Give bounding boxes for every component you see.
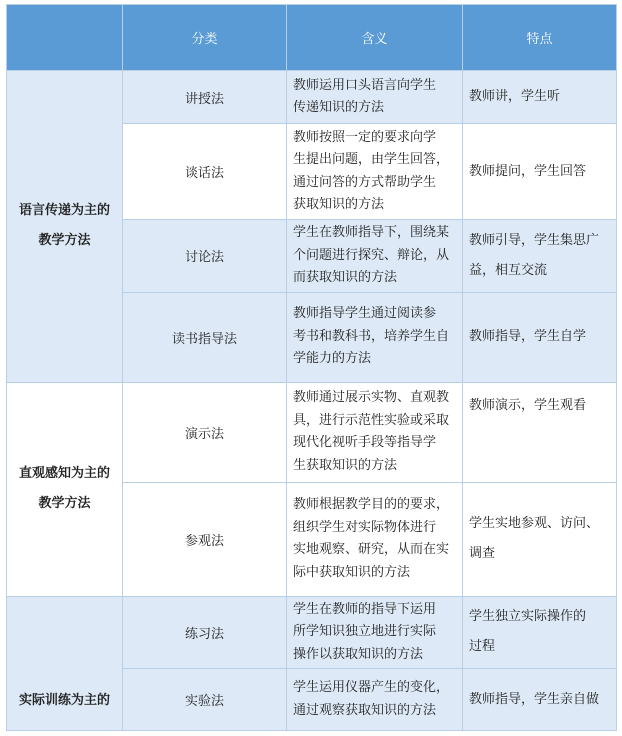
method-meaning	[287, 382, 463, 482]
meaning-line: 教师通过展示实物、直观教	[293, 390, 450, 405]
meaning-line: 通过观察获取知识的方法	[293, 702, 437, 718]
method-meaning	[287, 596, 463, 669]
meaning-line: 教师指导学生通过阅读参	[293, 306, 437, 322]
meaning-line: 学生在教师的指导下运用	[293, 601, 437, 617]
method-meaning	[287, 124, 463, 220]
feature-line: 过程	[469, 639, 496, 655]
meaning-line: 学生在教师指导下，围绕某	[293, 225, 450, 240]
meaning-line: 传递知识的方法	[293, 100, 385, 115]
meaning-line: 教师按照一定的要求向学	[293, 129, 437, 145]
meaning-line: 学能力的方法	[293, 351, 372, 367]
meaning-line: 通过问答的方式帮助学生	[293, 174, 437, 190]
method-name: 演示法	[123, 382, 287, 482]
feature-line: 教师演示，学生观看	[469, 397, 587, 413]
feature-line: 益，相互交流	[469, 262, 548, 278]
meaning-line: 获取知识的方法	[293, 197, 385, 212]
meaning-line: 操作以获取知识的方法	[293, 646, 424, 662]
meaning-line: 教师根据教学目的的要求，	[293, 497, 450, 512]
method-feature	[463, 482, 617, 596]
feature-line: 调查	[469, 546, 496, 561]
header-row	[7, 5, 617, 71]
meaning-line: 个问题进行探究、辩论，从	[293, 247, 450, 263]
table-row	[7, 596, 617, 669]
header-meaning: 含义	[287, 5, 463, 71]
header-feature: 特点	[463, 5, 617, 71]
method-name: 讲授法	[123, 71, 287, 124]
meaning-line: 生提出问题，由学生回答，	[293, 152, 450, 167]
table-row	[7, 71, 617, 124]
meaning-line: 学生运用仪器产生的变化，	[293, 680, 450, 695]
category-line: 直观感知为主的	[18, 466, 110, 481]
method-feature	[463, 71, 617, 124]
method-feature	[463, 669, 617, 731]
meaning-line: 现代化视听手段等指导学	[293, 435, 437, 450]
method-feature	[463, 292, 617, 382]
feature-line: 学生实地参观、访问、	[469, 516, 600, 531]
method-meaning	[287, 292, 463, 382]
method-feature	[463, 596, 617, 669]
feature-line: 教师讲，学生听	[469, 89, 561, 104]
feature-line: 教师指导，学生自学	[469, 329, 587, 344]
method-meaning	[287, 71, 463, 124]
method-name: 读书指导法	[123, 292, 287, 382]
meaning-line: 实地观察、研究，从而在实	[293, 542, 450, 557]
method-table-container	[6, 4, 616, 731]
table-row	[7, 382, 617, 482]
feature-line: 教师提问，学生回答	[469, 163, 587, 179]
group-category-language	[7, 71, 123, 383]
meaning-line: 具，进行示范性实验或采取	[293, 412, 450, 428]
meaning-line: 考书和教科书，培养学生自	[293, 328, 450, 344]
teaching-methods-table	[6, 4, 617, 731]
method-feature	[463, 220, 617, 293]
meaning-line: 而获取知识的方法	[293, 270, 398, 285]
category-line: 语言传递为主的	[18, 203, 110, 219]
method-meaning	[287, 220, 463, 293]
meaning-line: 所学知识独立地进行实际	[293, 624, 437, 639]
method-name: 实验法	[123, 669, 287, 731]
meaning-line: 际中获取知识的方法	[293, 564, 411, 580]
category-line: 教学方法	[38, 233, 91, 249]
header-blank	[7, 5, 123, 71]
method-feature	[463, 124, 617, 220]
header-category: 分类	[123, 5, 287, 71]
meaning-line: 教师运用口头语言向学生	[293, 77, 437, 93]
group-category-visual	[7, 382, 123, 596]
category-line: 教学方法	[38, 496, 91, 511]
feature-line: 教师指导，学生亲自做	[469, 691, 600, 707]
method-name: 练习法	[123, 596, 287, 669]
method-meaning	[287, 482, 463, 596]
group-category-practice	[7, 596, 123, 731]
method-meaning	[287, 669, 463, 731]
feature-line: 教师引导，学生集思广	[469, 232, 600, 248]
method-feature	[463, 382, 617, 482]
method-name: 讨论法	[123, 220, 287, 293]
method-name: 参观法	[123, 482, 287, 596]
feature-line: 学生独立实际操作的	[469, 609, 587, 625]
meaning-line: 生获取知识的方法	[293, 457, 398, 473]
category-line: 实际训练为主的	[18, 693, 110, 708]
meaning-line: 组织学生对实际物体进行	[293, 519, 437, 535]
method-name: 谈话法	[123, 124, 287, 220]
